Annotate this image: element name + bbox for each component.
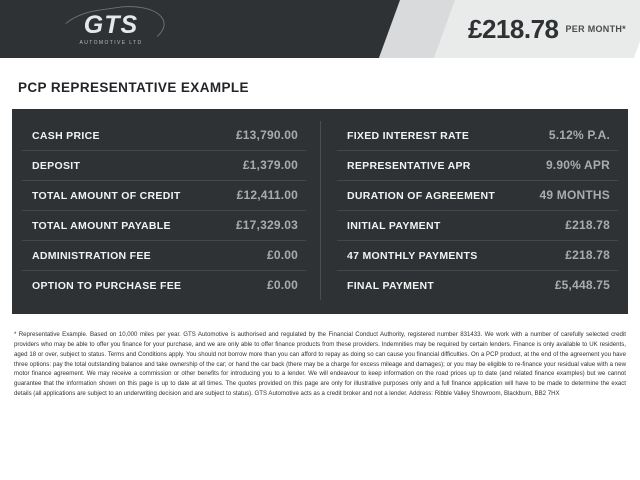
table-row [337,271,618,300]
row-value: 9.90% APR [545,158,610,172]
disclaimer-text: * Representative Example. Based on 10,000 miles per year. GTS Automotive is authorised and regulated by the Financial Conduct Authority, registered number 831433. We work with a number of carefully selected credit providers who may be able to offer you finance for your purchase, and we are only able to offer finance products from these providers. Indemnities may be required by certain lenders. Finance is only available to UK residents, aged 18 or over, subject to status. Terms and Conditions apply. You should not borrow more than you can afford to repay as doing so can cause you financial difficulties. On a PCP product, at the end of the agreement you have three options: pay the total outstanding balance and take ownership of the car; or hand the car back (there may be a charge for excess mileage and damages); or you may be eligible to re-finance your residual value with a new motor finance agreement. We may receive a commission or other benefits for introducing you to a lender. We will endeavour to keep information on the road prices up to date (and related finance examples) but we cannot guarantee that the information shown on this page is up to date at all times. The quotes provided on this page are only for illustrative purposes only and a full finance application will have to be made to determine the exact details (all applications are subject to an underwriting decision and are subject to status). GTS Automotive acts as a credit broker and not a lender. Address: Ribble Valley Showroom, Blackburn, BB2 7HX [14,331,626,398]
header-dark-band [0,0,420,58]
row-label: ADMINISTRATION FEE [32,250,151,262]
page-title: PCP REPRESENTATIVE EXAMPLE [18,80,249,95]
gts-automotive-logo [66,10,156,48]
row-value: £218.78 [565,218,610,232]
table-row [337,181,618,211]
row-label: FINAL PAYMENT [347,280,435,292]
finance-column-left [22,121,320,300]
table-row [22,181,306,211]
row-value: £17,329.03 [235,218,298,232]
finance-details-panel [12,109,628,314]
row-label: TOTAL AMOUNT OF CREDIT [32,190,181,202]
table-row [22,271,306,300]
logo-subtext: AUTOMOTIVE LTD [79,39,143,46]
row-label: 47 MONTHLY PAYMENTS [347,250,478,262]
row-value: £0.00 [266,248,298,262]
row-value: £12,411.00 [236,188,298,202]
row-label: TOTAL AMOUNT PAYABLE [32,220,171,232]
row-value: £0.00 [266,278,298,292]
row-value: £1,379.00 [242,158,298,172]
table-row [22,211,306,241]
row-label: CASH PRICE [32,130,100,142]
row-value: 49 MONTHS [539,188,610,202]
table-row [22,121,306,151]
page-header [0,0,640,58]
finance-column-right [320,121,618,300]
monthly-price-block [468,0,626,58]
row-label: FIXED INTEREST RATE [347,130,470,142]
row-label: INITIAL PAYMENT [347,220,441,232]
table-row [22,151,306,181]
row-value: 5.12% P.A. [548,128,610,142]
row-label: DURATION OF AGREEMENT [347,190,496,202]
table-row [22,241,306,271]
monthly-price-period: PER MONTH* [565,24,626,34]
table-row [337,121,618,151]
table-row [337,241,618,271]
row-value: £5,448.75 [554,278,610,292]
table-row [337,151,618,181]
row-label: DEPOSIT [32,160,81,172]
logo-wordmark: GTS [83,10,139,39]
row-value: £13,790.00 [235,128,298,142]
row-label: REPRESENTATIVE APR [347,160,471,172]
monthly-price-amount: £218.78 [468,13,559,44]
row-label: OPTION TO PURCHASE FEE [32,280,182,292]
row-value: £218.78 [565,248,610,262]
table-row [337,211,618,241]
